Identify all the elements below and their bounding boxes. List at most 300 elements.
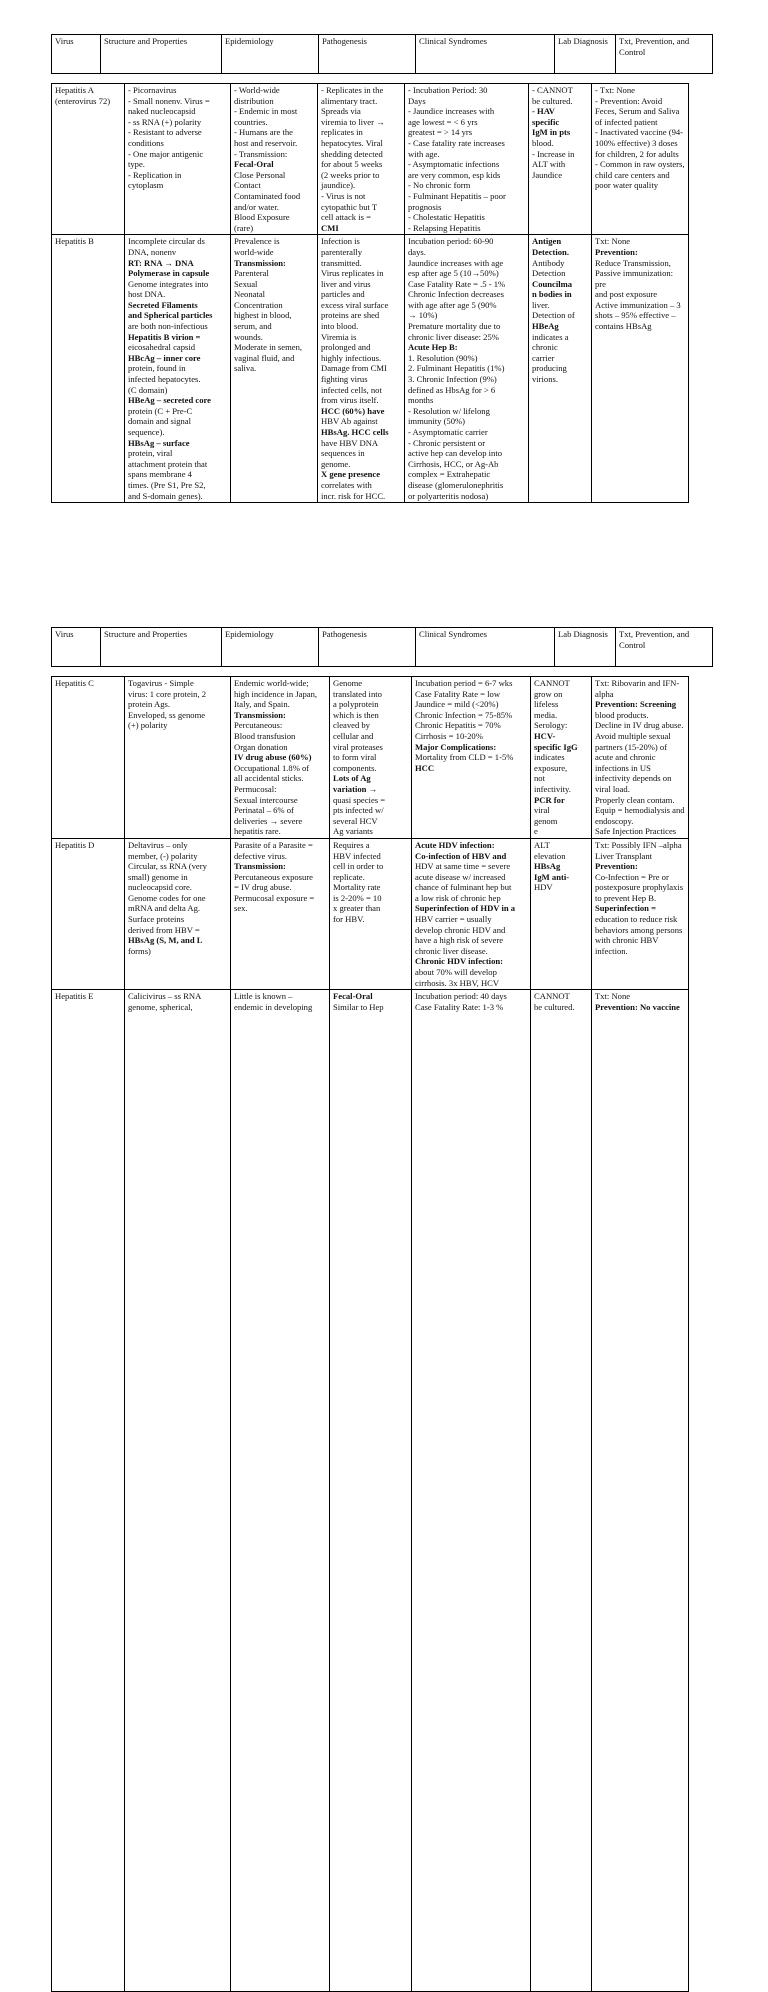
cell-line: from virus itself.: [321, 395, 379, 406]
cell-line: CMI: [321, 222, 339, 233]
cell-line: IV drug abuse (60%): [234, 752, 312, 763]
cell-line: member, (-) polarity: [128, 850, 198, 861]
cell-line: for children, 2 for adults: [595, 148, 679, 159]
cell-line: Organ donation: [234, 741, 288, 752]
cell-line: liver and virus: [321, 278, 371, 289]
structure-cell: [125, 235, 231, 503]
epidemiology-cell: [231, 84, 318, 235]
pathogenesis-cell: [330, 838, 412, 989]
cell-line: - Small nonenv. Virus =: [128, 95, 210, 106]
cell-line: a low risk of chronic hep: [415, 892, 501, 903]
cell-line: Case Fatality Rate = .5 - 1%: [408, 278, 506, 289]
cell-line: - Case fatality rate increases: [408, 137, 505, 148]
cell-line: Calicivirus – ss RNA: [128, 991, 202, 1002]
cell-line: Premature mortality due to: [408, 321, 501, 332]
cell-line: months: [408, 395, 434, 406]
cell-line: forms): [128, 945, 151, 956]
header-row: [52, 628, 713, 667]
cell-line: Mortality from CLD = 1-5%: [415, 752, 514, 763]
cell-line: - Common in raw oysters,: [595, 159, 685, 170]
cell-line: world-wide: [234, 246, 274, 257]
cell-line: Chronic Infection decreases: [408, 289, 504, 300]
cell-line: grow on: [534, 688, 563, 699]
cell-line: Case Fatality Rate: 1-3 %: [415, 1001, 504, 1012]
cell-line: a polyprotein: [333, 699, 379, 710]
cell-line: Active immunization – 3: [595, 299, 681, 310]
cell-line: particles and: [321, 289, 365, 300]
cell-line: spans membrane 4: [128, 469, 192, 480]
treatment-cell: [592, 677, 689, 839]
cell-line: immunity (50%): [408, 416, 466, 427]
cell-line: Secreted Filaments: [128, 299, 198, 310]
cell-line: CANNOT: [534, 991, 570, 1002]
epidemiology-cell: [231, 838, 330, 989]
column-header: Txt, Prevention, and Control: [616, 628, 713, 667]
cell-line: genom: [534, 815, 558, 826]
cell-line: (+) polarity: [128, 720, 168, 731]
cell-line: correlates with: [321, 479, 372, 490]
cell-line: 1. Resolution (90%): [408, 352, 478, 363]
cell-line: several HCV: [333, 815, 378, 826]
cell-line: infectivity.: [534, 783, 571, 794]
cell-line: Txt: None: [595, 236, 631, 247]
cell-line: naked nucleocapsid: [128, 106, 196, 117]
cell-line: 100% effective) 3 doses: [595, 137, 678, 148]
cell-line: Transmission:: [234, 861, 286, 872]
structure-cell: [125, 84, 231, 235]
pathogenesis-cell: [330, 990, 412, 1992]
cell-line: Decline in IV drug abuse.: [595, 720, 684, 731]
cell-line: HBeAg – secreted core: [128, 395, 211, 406]
cell-line: are both non-infectious: [128, 321, 208, 332]
cell-line: HDV: [534, 882, 553, 893]
cell-line: domain and signal: [128, 416, 192, 427]
lab-cell: [529, 84, 592, 235]
cell-line: host DNA.: [128, 289, 166, 300]
cell-line: - Virus is not: [321, 190, 366, 201]
cell-line: infectivity depends on: [595, 773, 672, 784]
cell-line: components.: [333, 762, 377, 773]
cell-line: Cirrhosis = 10-20%: [415, 730, 483, 741]
cell-line: Blood transfusion: [234, 730, 296, 741]
cell-line: behaviors among persons: [595, 924, 683, 935]
cell-line: replicate.: [333, 871, 365, 882]
cell-line: Hepatitis D: [55, 839, 95, 850]
cell-line: infection.: [595, 945, 628, 956]
cell-line: age lowest = < 6 yrs: [408, 116, 478, 127]
cell-line: translated into: [333, 688, 382, 699]
cell-line: (enterovirus 72): [55, 95, 111, 106]
cell-line: not: [534, 773, 545, 784]
cell-line: Percutaneous exposure: [234, 871, 313, 882]
cell-line: and post exposure: [595, 289, 658, 300]
cell-line: wounds.: [234, 331, 263, 342]
cell-line: HDV at same time = severe: [415, 861, 511, 872]
cell-line: Sexual intercourse: [234, 794, 298, 805]
cell-line: HCC: [415, 762, 435, 773]
cell-line: - One major antigenic: [128, 148, 204, 159]
cell-line: Passive immunization: pre: [595, 268, 674, 289]
cell-line: Little is known –: [234, 991, 293, 1002]
cell-line: disease (glomerulonephritis: [408, 479, 504, 490]
cell-line: Concentration: [234, 299, 283, 310]
cell-line: Genome codes for one: [128, 892, 206, 903]
cell-line: incr. risk for HCC.: [321, 490, 386, 501]
table-row: [52, 990, 689, 1992]
cell-line: Chronic Hepatitis = 70%: [415, 720, 501, 731]
cell-line: distribution: [234, 95, 274, 106]
cell-line: HBsAg – surface: [128, 437, 190, 448]
treatment-cell: [592, 990, 689, 1992]
cell-line: alimentary tract.: [321, 95, 378, 106]
cell-line: have HBV DNA: [321, 437, 379, 448]
cell-line: - Jaundice increases with: [408, 106, 495, 117]
treatment-cell: [592, 838, 689, 989]
cell-line: Prevalence is: [234, 236, 280, 247]
cell-line: Genome: [333, 678, 363, 688]
cell-line: partners (15-20%) of: [595, 741, 668, 752]
cell-line: Incomplete circular ds: [128, 236, 205, 247]
cell-line: protein Ags.: [128, 699, 171, 710]
pathogenesis-cell: [330, 677, 412, 839]
cell-line: - Inactivated vaccine (94-: [595, 127, 684, 138]
cell-line: x greater than: [333, 903, 381, 914]
cell-line: viremia to liver →: [321, 116, 385, 127]
table-body: [52, 677, 689, 1992]
cell-line: transmitted.: [321, 257, 362, 268]
cell-line: Circular, ss RNA (very: [128, 861, 207, 872]
cell-line: and Spherical particles: [128, 310, 213, 321]
cell-line: Incubation period = 6-7 wks: [415, 678, 513, 688]
cell-line: exposure,: [534, 762, 568, 773]
cell-line: Co-infection of HBV and: [415, 850, 507, 861]
cell-line: Reduce Transmission,: [595, 257, 671, 268]
cell-line: Chronic Infection = 75-85%: [415, 709, 513, 720]
cell-line: - Asymptomatic carrier: [408, 427, 488, 437]
cell-line: derived from HBV =: [128, 924, 200, 935]
clinical-cell: [405, 84, 529, 235]
cell-line: Requires a: [333, 839, 370, 850]
cell-line: Mortality rate: [333, 882, 381, 893]
cell-line: Enveloped, ss genome: [128, 709, 206, 720]
cell-line: Contaminated food: [234, 190, 301, 201]
cell-line: liver.: [532, 299, 550, 310]
cell-line: Prevention: No vaccine: [595, 1001, 680, 1012]
cell-line: prognosis: [408, 201, 442, 212]
cell-line: virions.: [532, 374, 559, 385]
cell-line: sex.: [234, 903, 248, 914]
cell-line: Polymerase in capsule: [128, 268, 210, 279]
cell-line: Acute HDV infection:: [415, 839, 495, 850]
column-header: Clinical Syndromes: [416, 628, 555, 667]
cell-line: Incubation period: 40 days: [415, 991, 507, 1002]
cell-line: Detection.: [532, 246, 569, 257]
cell-line: Hepatitis E: [55, 991, 94, 1002]
cell-line: Moderate in semen,: [234, 342, 303, 353]
cell-line: prolonged and: [321, 342, 371, 353]
cell-line: have a high risk of severe: [415, 935, 504, 946]
cell-line: conditions: [128, 137, 164, 148]
cell-line: 3. Chronic Infection (9%): [408, 374, 497, 385]
cell-line: with age.: [408, 148, 440, 159]
epidemiology-cell: [231, 677, 330, 839]
cell-line: days.: [408, 246, 426, 257]
cell-line: acute disease w/ increased: [415, 871, 506, 882]
cell-line: jaundice).: [321, 180, 356, 191]
column-header: Txt, Prevention, and Control: [616, 35, 713, 74]
cell-line: acute and chronic: [595, 752, 656, 763]
cell-line: Damage from CMI: [321, 363, 387, 374]
cell-line: infected hepatocytes.: [128, 374, 201, 385]
cell-line: replicates in: [321, 127, 363, 138]
cell-line: cell attack is =: [321, 212, 371, 223]
cell-line: of infected patient: [595, 116, 658, 127]
cell-line: shots – 95% effective –: [595, 310, 676, 321]
cell-line: - Replication in: [128, 169, 182, 180]
cell-line: - Resolution w/ lifelong: [408, 405, 490, 416]
structure-cell: [125, 677, 231, 839]
cell-line: viral load.: [595, 783, 630, 794]
cell-line: Txt: Ribovarin and IFN-: [595, 678, 680, 688]
cell-line: producing: [532, 363, 567, 374]
epidemiology-cell: [231, 235, 318, 503]
cell-line: postexposure prophylaxis: [595, 882, 684, 893]
cell-line: Councilma: [532, 278, 573, 289]
cell-line: pts infected w/: [333, 805, 384, 816]
cell-line: Contact: [234, 180, 261, 191]
cell-line: be cultured.: [534, 1001, 575, 1012]
cell-line: Perinatal – 6% of: [234, 805, 294, 816]
cell-line: and/or water.: [234, 201, 279, 212]
cell-line: Prevention:: [595, 861, 638, 872]
virus-cell: [52, 677, 125, 839]
virus-cell: [52, 838, 125, 989]
cell-line: Transmission:: [234, 709, 286, 720]
cell-line: Txt: Possibly IFN –alpha: [595, 839, 682, 850]
cell-line: Viremia is: [321, 331, 357, 342]
cell-line: CANNOT: [534, 678, 570, 688]
cell-line: Permucosal:: [234, 783, 277, 794]
cell-line: IgM in pts: [532, 127, 571, 138]
cell-line: are very common, esp kids: [408, 169, 501, 180]
cell-line: Permucosal exposure =: [234, 892, 315, 903]
cell-line: infected cells, not: [321, 384, 382, 395]
cell-line: HBeAg: [532, 321, 559, 332]
column-header: Pathogenesis: [319, 35, 416, 74]
cell-line: Percutaneous:: [234, 720, 283, 731]
cell-line: Hepatitis C: [55, 678, 94, 688]
column-header: Epidemiology: [222, 628, 319, 667]
table-row: [52, 677, 689, 839]
cell-line: Incubation period: 60-90: [408, 236, 494, 247]
cell-line: Equip = hemodialysis and: [595, 805, 685, 816]
clinical-cell: [412, 677, 531, 839]
cell-line: e: [534, 826, 538, 837]
lab-cell: [531, 677, 592, 839]
cell-line: fighting virus: [321, 374, 368, 385]
cell-line: child care centers and: [595, 169, 670, 180]
cell-line: about 70% will develop: [415, 967, 497, 978]
cell-line: HBsAg: [534, 861, 561, 872]
cell-line: Safe Injection Practices: [595, 826, 677, 837]
cell-line: viral: [534, 805, 550, 816]
cell-line: - Picornavirus: [128, 85, 177, 95]
cell-line: be cultured.: [532, 95, 573, 106]
cell-line: genome, spherical,: [128, 1001, 193, 1012]
cell-line: - CANNOT: [532, 85, 573, 95]
cell-line: contains HBsAg: [595, 321, 652, 332]
cell-line: which is then: [333, 709, 379, 720]
cell-line: Hepatitis B virion =: [128, 331, 201, 342]
cell-line: elevation: [534, 850, 566, 861]
cell-line: ALT with: [532, 159, 566, 170]
cell-line: Hepatitis A: [55, 85, 94, 95]
cell-line: with chronic HBV: [595, 935, 659, 946]
lab-cell: [529, 235, 592, 503]
column-header: Epidemiology: [222, 35, 319, 74]
treatment-cell: [592, 84, 689, 235]
cell-line: HBV infected: [333, 850, 381, 861]
cell-line: Similar to Hep: [333, 1001, 384, 1012]
cell-line: carrier: [532, 352, 555, 363]
cell-line: develop chronic HDV and: [415, 924, 506, 935]
cell-line: defective virus.: [234, 850, 287, 861]
lab-cell: [531, 838, 592, 989]
column-header: Lab Diagnosis: [555, 35, 616, 74]
cell-line: RT: RNA → DNA: [128, 257, 194, 268]
cell-line: hepatocytes. Viral: [321, 137, 383, 148]
cell-line: Co-Infection = Pre or: [595, 871, 669, 882]
cell-line: Sexual: [234, 278, 258, 289]
cell-line: Blood Exposure: [234, 212, 290, 223]
cell-line: Parenteral: [234, 268, 269, 279]
cell-line: with age after age 5 (90%: [408, 299, 497, 310]
cell-line: Jaundice = mild (<20%): [415, 699, 499, 710]
pathogenesis-cell: [318, 84, 405, 235]
cell-line: complex = Extrahepatic: [408, 469, 491, 480]
cell-line: cellular and: [333, 730, 374, 741]
cell-line: all accidental sticks.: [234, 773, 304, 784]
cell-line: blood.: [532, 137, 554, 148]
table-row: [52, 235, 689, 503]
cell-line: - World-wide: [234, 85, 280, 95]
cell-line: to form viral: [333, 752, 377, 763]
cell-line: Detection of: [532, 310, 575, 321]
cell-line: Lots of Ag: [333, 773, 371, 784]
cell-line: poor water quality: [595, 180, 659, 191]
cell-line: high incidence in Japan,: [234, 688, 318, 699]
cell-line: protein, viral: [128, 448, 173, 459]
cell-line: active hep can develop into: [408, 448, 503, 459]
cell-line: (C domain): [128, 384, 168, 395]
treatment-cell: [592, 235, 689, 503]
cell-line: HBV carrier = usually: [415, 914, 492, 925]
cell-line: countries.: [234, 116, 268, 127]
cell-line: Genome integrates into: [128, 278, 209, 289]
cell-line: HBV Ab against: [321, 416, 378, 427]
cell-line: - Incubation Period: 30: [408, 85, 488, 95]
cell-line: Antigen: [532, 236, 562, 247]
cell-line: virus: 1 core protein, 2: [128, 688, 207, 699]
epidemiology-cell: [231, 990, 330, 1992]
cell-line: chronic liver disease.: [415, 945, 488, 956]
cell-line: endoscopy.: [595, 815, 634, 826]
cell-line: proteins are shed: [321, 310, 380, 321]
cell-line: sequence).: [128, 427, 165, 437]
column-header: Clinical Syndromes: [416, 35, 555, 74]
cell-line: Fecal-Oral: [333, 991, 373, 1002]
cell-line: Chronic HDV infection:: [415, 956, 504, 967]
header-table-bottom: [51, 627, 713, 667]
cell-line: Italy, and Spain.: [234, 699, 290, 710]
cell-line: HBcAg – inner core: [128, 352, 201, 363]
cell-line: blood products.: [595, 709, 649, 720]
cell-line: cytoplasm: [128, 180, 164, 191]
cell-line: esp after age 5 (10→50%): [408, 268, 499, 279]
cell-line: Ag variants: [333, 826, 373, 837]
cell-line: saliva.: [234, 363, 257, 374]
cell-line: HBsAg (S, M, and L: [128, 935, 203, 946]
cell-line: endemic in developing: [234, 1001, 313, 1012]
cell-line: highly infectious.: [321, 352, 382, 363]
structure-cell: [125, 990, 231, 1992]
cell-line: - Endemic in most: [234, 106, 298, 117]
cell-line: Jaundice: [532, 169, 563, 180]
cell-line: Properly clean contam.: [595, 794, 675, 805]
cell-line: Virus replicates in: [321, 268, 384, 279]
cell-line: Infection is: [321, 236, 360, 247]
table-row: [52, 838, 689, 989]
cell-line: Case Fatality Rate = low: [415, 688, 501, 699]
cell-line: HBsAg. HCC cells: [321, 427, 389, 437]
cell-line: (rare): [234, 222, 254, 233]
cell-line: - Replicates in the: [321, 85, 384, 95]
column-header: Pathogenesis: [319, 628, 416, 667]
cell-line: specific IgG: [534, 741, 578, 752]
cell-line: parenterally: [321, 246, 363, 257]
cell-line: IgM anti-: [534, 871, 570, 882]
cell-line: sequences in: [321, 448, 365, 459]
cell-line: cytopathic but T: [321, 201, 378, 212]
cell-line: greatest = > 14 yrs: [408, 127, 473, 138]
cell-line: Endemic world-wide;: [234, 678, 309, 688]
lab-cell: [531, 990, 592, 1992]
header-row: [52, 35, 713, 74]
cell-line: serum, and: [234, 321, 272, 332]
cell-line: Superinfection of HDV in a: [415, 903, 516, 914]
column-header: Virus: [52, 628, 101, 667]
cell-line: chronic liver disease: 25%: [408, 331, 499, 342]
cell-line: variation →: [333, 783, 378, 794]
cell-line: attachment protein that: [128, 458, 208, 469]
cell-line: small) genome in: [128, 871, 188, 882]
cell-line: Cirrhosis, HCC, or Ag-Ab: [408, 458, 499, 469]
cell-line: viral proteases: [333, 741, 383, 752]
cell-line: cleaved by: [333, 720, 370, 731]
cell-line: indicates a: [532, 331, 569, 342]
cell-line: Togavirus - Simple: [128, 678, 194, 688]
cell-line: defined as HbsAg for > 6: [408, 384, 496, 395]
cell-line: - ss RNA (+) polarity: [128, 116, 202, 127]
clinical-cell: [412, 990, 531, 1992]
cell-line: chronic: [532, 342, 558, 353]
cell-line: - Asymptomatic infections: [408, 159, 500, 170]
cell-line: = IV drug abuse.: [234, 882, 292, 893]
cell-line: Parasite of a Parasite =: [234, 839, 313, 850]
cell-line: - Relapsing Hepatitis: [408, 222, 481, 233]
cell-line: infections in US: [595, 762, 651, 773]
hepatitis-table-top: [51, 83, 689, 503]
